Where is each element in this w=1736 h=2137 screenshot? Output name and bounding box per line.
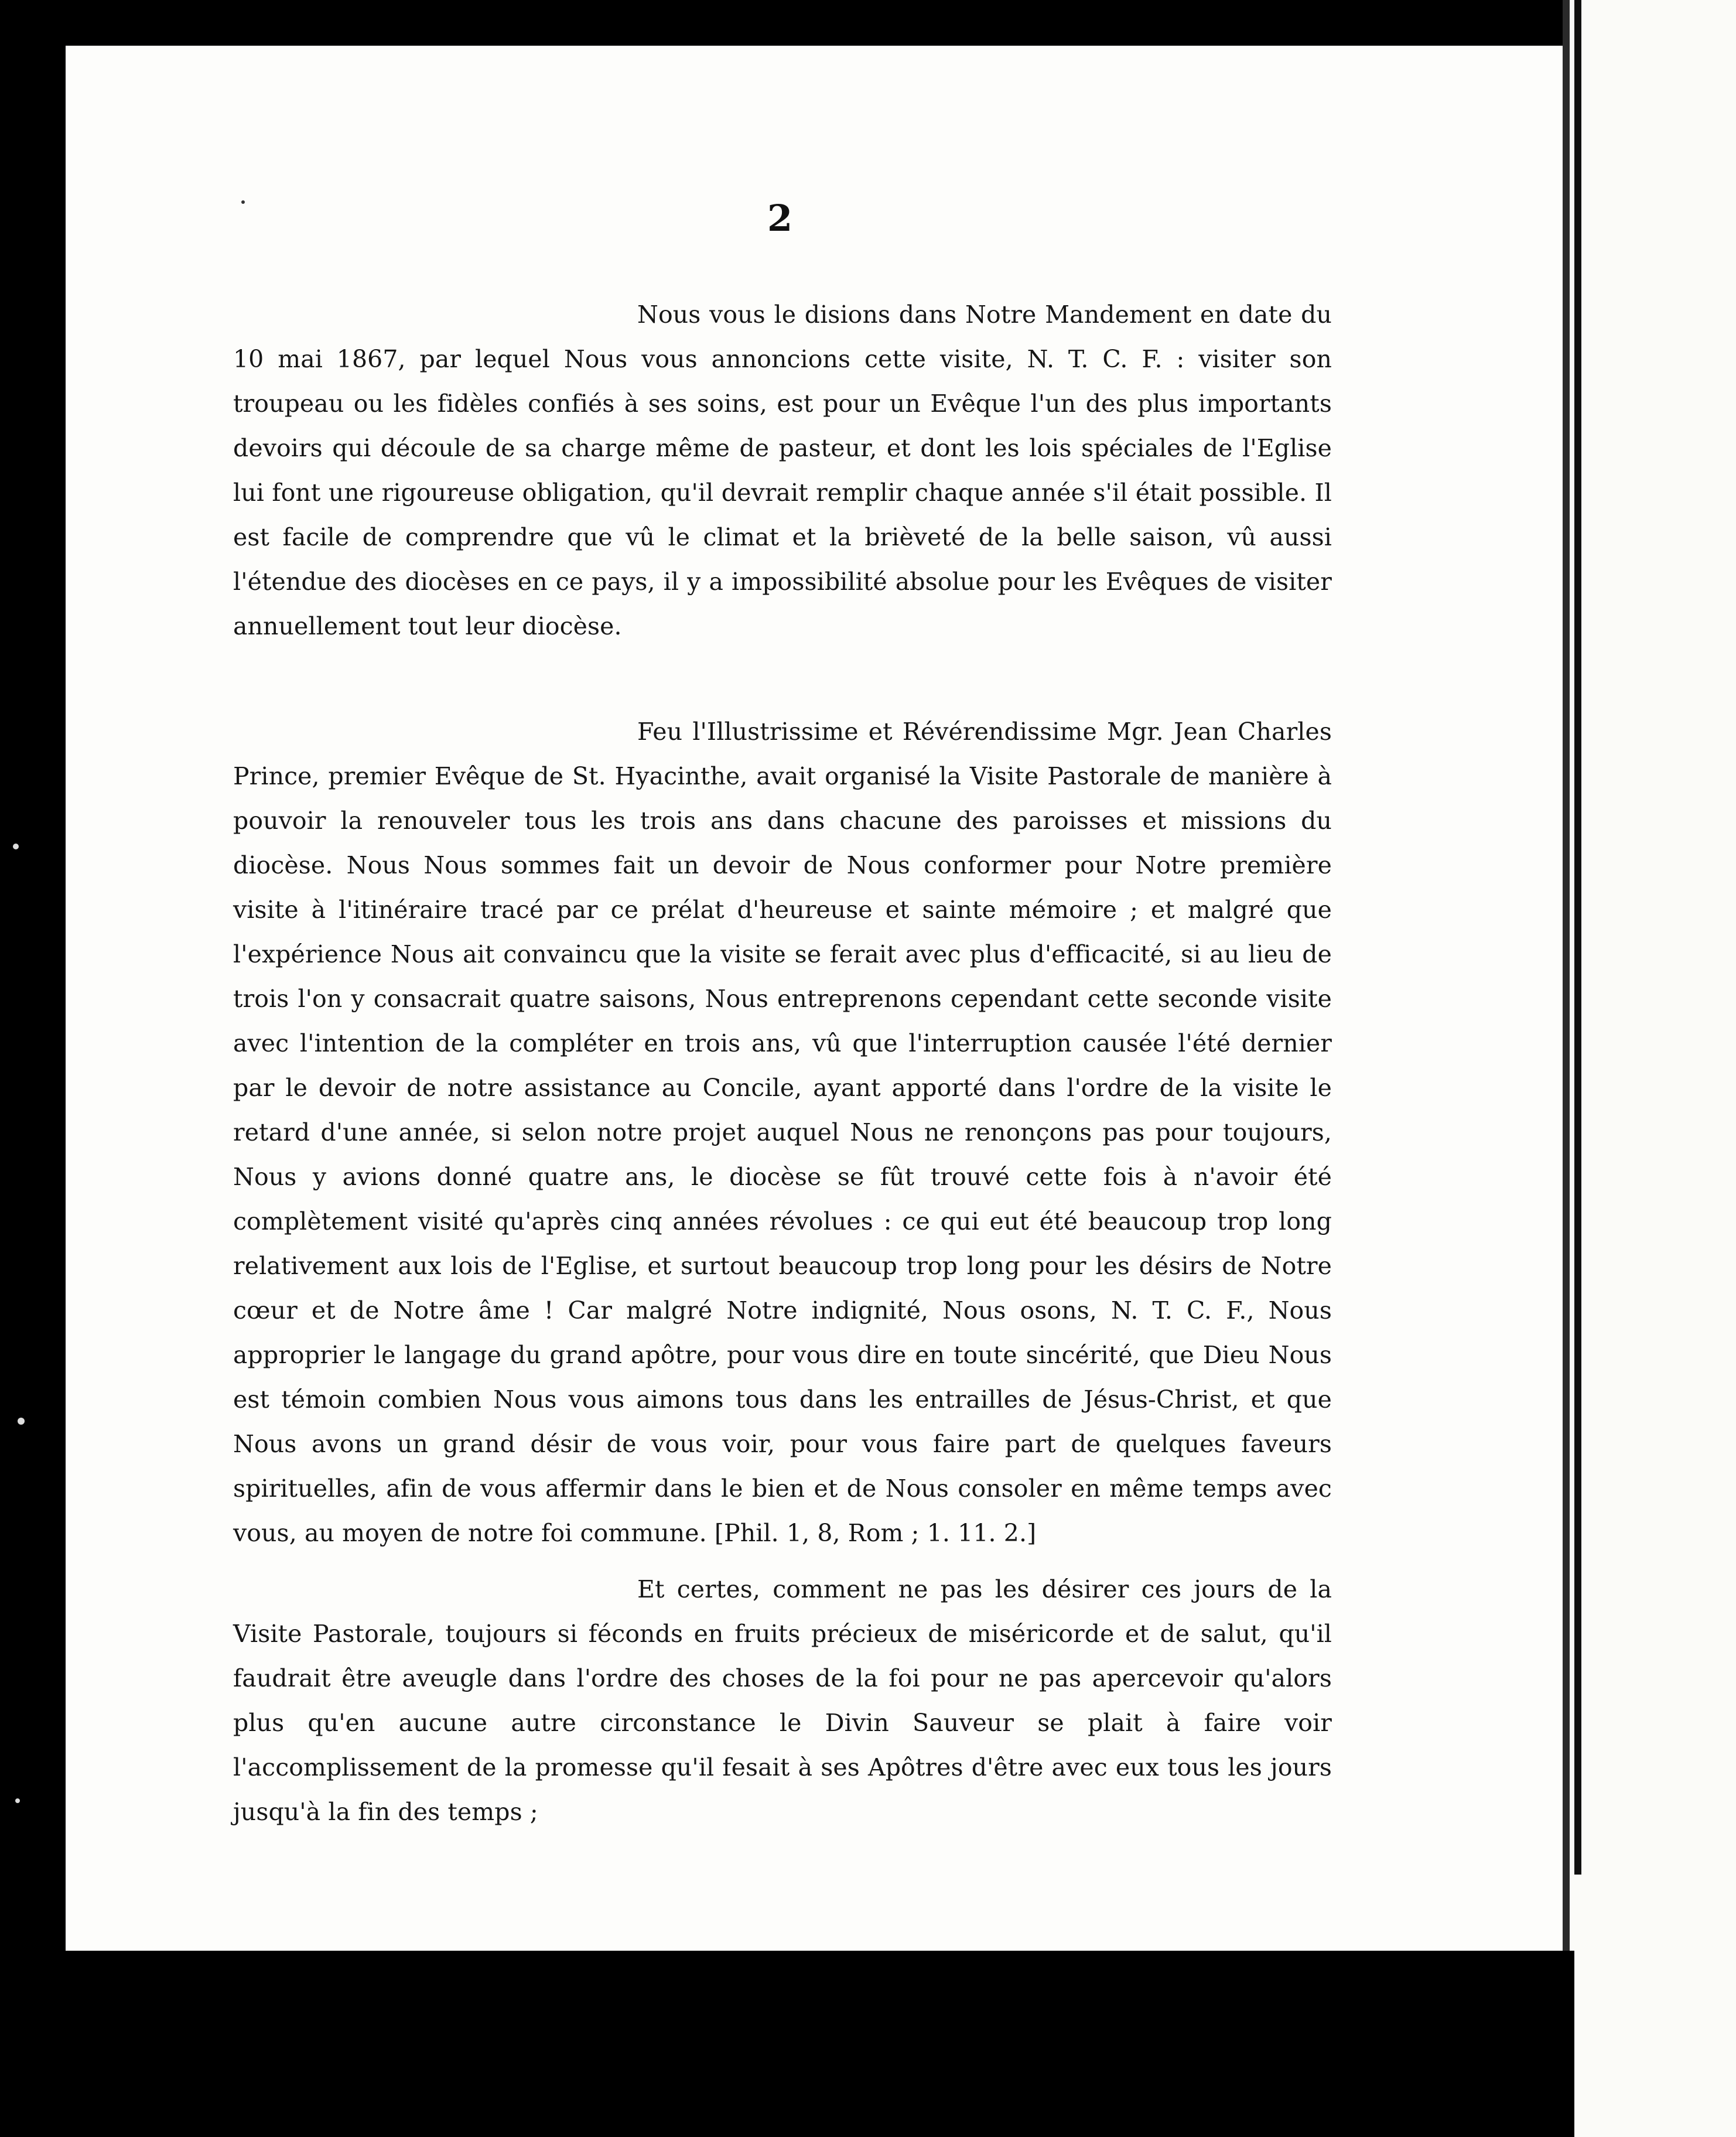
speck bbox=[18, 1418, 25, 1425]
binding-rule bbox=[1574, 0, 1581, 1875]
paragraph-3: Et certes, comment ne pas les désirer ces jours de la Visite Pastorale, toujours si féconds en fruits précieux de miséricorde et de salut, qu'il faudrait être aveugle dans l'ordre des choses de la foi pour ne pas apercevoir qu'alors plus qu'en aucune autre circonstance le Divin Sauveur se plait à faire voir l'accomplissement de la promesse qu'il fesait à ses Apôtres d'être avec eux tous les jours jusqu'à la fin des temps ; bbox=[233, 1575, 1332, 1826]
scan-border-bottom bbox=[0, 1951, 1574, 2137]
page-number: 2 bbox=[767, 197, 793, 240]
speck bbox=[13, 844, 19, 849]
paragraph-1: Nous vous le disions dans Notre Mandement en date du 10 mai 1867, par lequel Nous vous annoncions cette visite, N. T. C. F. : visiter son troupeau ou les fidèles confiés à ses soins, est pour un Evêque l'un des plus importants devoirs qui découle de sa charge même de pasteur, et dont les lois spéciales de l'Eglise lui font une rigoureuse obligation, qu'il devrait remplir chaque année s'il était possible. Il est facile de comprendre que vû le climat et la brièveté de la belle saison, vû aussi l'étendue des diocèses en ce pays, il y a impossibilité absolue pour les Evêques de visiter annuellement tout leur diocèse. bbox=[233, 301, 1332, 640]
adjacent-page-edge bbox=[1570, 0, 1736, 2137]
speck bbox=[241, 200, 245, 204]
speck bbox=[15, 1798, 20, 1803]
paragraph-2: Feu l'Illustrissime et Révérendissime Mgr. Jean Charles Prince, premier Evêque de St. Hyacinthe, avait organisé la Visite Pastorale de manière à pouvoir la renouveler tous les trois ans dans chacune des paroisses et missions du diocèse. Nous Nous sommes fait un devoir de Nous conformer pour Notre première visite à l'itinéraire tracé par ce prélat d'heureuse et sainte mémoire ; et malgré que l'expérience Nous ait convaincu que la visite se ferait avec plus d'efficacité, si au lieu de trois l'on y consacrait quatre saisons, Nous entreprenons cependant cette seconde visite avec l'intention de la compléter en trois ans, vû que l'interruption causée l'été dernier par le devoir de notre assistance au Concile, ayant apporté dans l'ordre de la visite le retard d'une année, si selon notre projet auquel Nous ne renonçons pas pour toujours, Nous y avions donné quatre ans, le diocèse se fût trouvé cette fois à n'avoir été complètement visité qu'après cinq années révolues : ce qui eut été beaucoup trop long relativement aux lois de l'Eglise, et surtout beaucoup trop long pour les désirs de Notre cœur et de Notre âme ! Car malgré Notre indignité, Nous osons, N. T. C. F., Nous approprier le langage du grand apôtre, pour vous dire en toute sincérité, que Dieu Nous est témoin combien Nous vous aimons tous dans les entrailles de Jésus-Christ, et que Nous avons un grand désir de vous voir, pour vous faire part de quelques faveurs spirituelles, afin de vous affermir dans le bien et de Nous consoler en même temps avec vous, au moyen de notre foi commune. [Phil. 1, 8, Rom ; 1. 11. 2.] bbox=[233, 718, 1332, 1547]
